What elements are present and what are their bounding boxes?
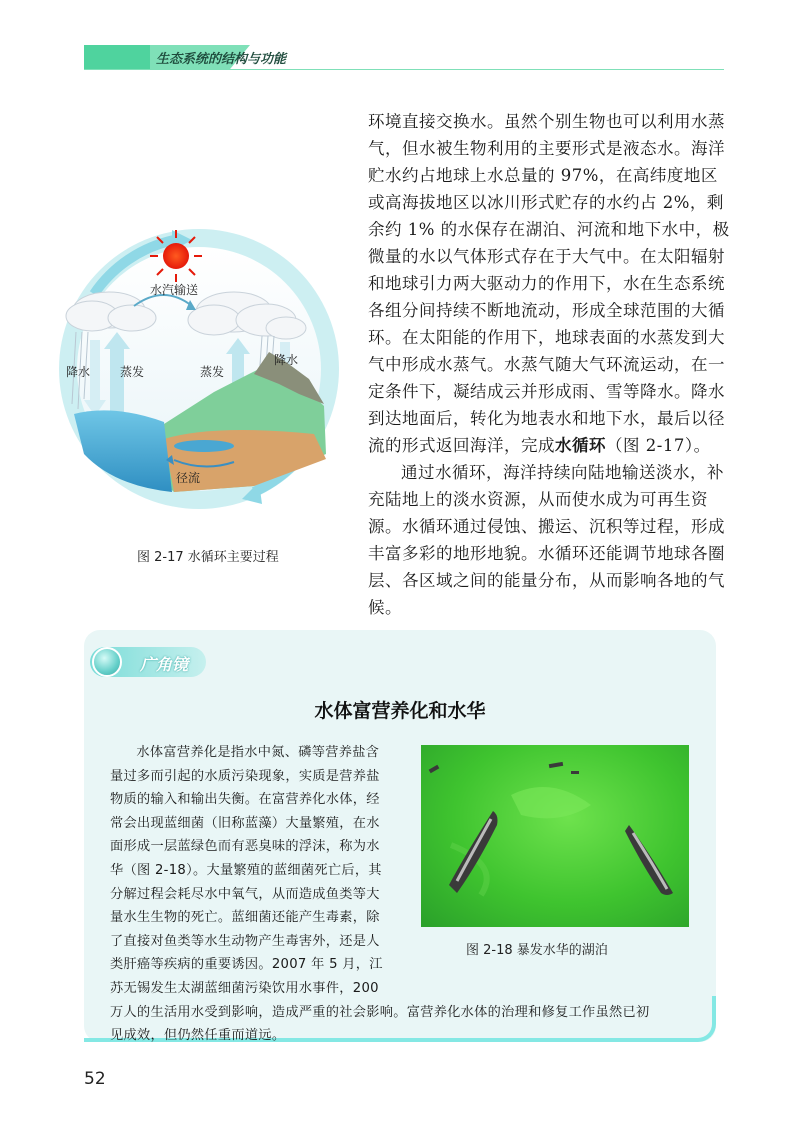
figure-caption: 图 2-17 水循环主要过程 xyxy=(137,550,279,565)
header-divider xyxy=(84,69,724,70)
lake-icon xyxy=(174,440,234,452)
boat-left-icon xyxy=(449,811,498,893)
lens-icon xyxy=(92,647,122,677)
label-vapor-transport: 水汽输送 xyxy=(150,283,199,297)
text-line: 面形成一层蓝绿色而有恶臭味的浮沫，称为水 xyxy=(110,839,380,855)
label-evaporation-right: 蒸发 xyxy=(200,365,225,379)
text-line: 分解过程会耗尽水中氧气，从而造成鱼类等大 xyxy=(110,886,380,902)
header-ribbon-accent xyxy=(84,45,150,69)
text-line: 量过多而引起的水质污染现象，实质是营养盐 xyxy=(110,768,380,784)
key-term: 水循环 xyxy=(555,436,606,455)
label-precipitation-right: 降水 xyxy=(274,353,299,367)
text-line: 水体富营养化是指水中氮、磷等营养盐含 xyxy=(136,745,380,760)
photo-caption: 图 2-18 暴发水华的湖泊 xyxy=(466,943,608,958)
label-evaporation-left: 蒸发 xyxy=(120,365,145,379)
text-line: 常会出现蓝细菌（旧称蓝藻）大量繁殖，在水 xyxy=(110,815,380,831)
lake-photo-illustration xyxy=(421,745,689,927)
sea-area xyxy=(74,410,172,492)
label-runoff: 径流 xyxy=(176,471,201,485)
text-line: 苏无锡发生太湖蓝细菌污染饮用水事件，200 xyxy=(110,980,379,996)
text-line: 华（图 2-18）。大量繁殖的蓝细菌死亡后，其 xyxy=(110,862,382,878)
paragraph: 通过水循环，海洋持续向陆地输送淡水，补充陆地上的淡水资源，从而使水成为可再生资源。水循环通过侵蚀、搬运、沉积等过程，形成丰富多彩的地形地貌。水循环还能调节地球各圈层、各区域之间的能量分布，从而影响各地的气候。 xyxy=(368,463,725,617)
algal-bloom-photo xyxy=(421,745,689,927)
paragraph-text: 环境直接交换水。虽然个别生物也可以利用水蒸气，但水被生物利用的主要形式是液态水。海洋贮水约占地球上水总量的 97%，在高纬度地区或高海拔地区以冰川形式贮存的水约占 2%，剩余约 1% 的水保存在湖泊、河流和地下水中，极微量的水以气体形式存在于大气中。在太阳辐射和地球引力两大驱动力的作用下，水在生态系统各组分间持续不断地流动，形成全球范围的大循环。在太阳能的作用下，地球表面的水蒸发到大气中形成水蒸气。水蒸气随大气环流运动，在一定条件下，凝结成云并形成雨、雪等降水。降水到达地面后，转化为地表水和地下水，最后以径流的形式返回海洋，完成 xyxy=(368,112,730,455)
text-line: 了直接对鱼类等水生动物产生毒害外，还是人 xyxy=(110,933,380,949)
distant-boats-icon xyxy=(429,762,579,774)
label-precipitation-left: 降水 xyxy=(66,365,91,379)
paragraph xyxy=(368,108,734,459)
water-cycle-diagram xyxy=(54,224,344,514)
bloom-swirl xyxy=(511,787,591,818)
sun-icon xyxy=(150,230,202,282)
boat-right-icon xyxy=(625,825,673,895)
main-text xyxy=(368,108,734,621)
text-line: 万人的生活用水受到影响，造成严重的社会影响。富营养化水体的治理和修复工作虽然已初 xyxy=(110,1004,650,1020)
text-line: 量水生生物的死亡。蓝细菌还能产生毒素，除 xyxy=(110,910,380,926)
section-title: 生态系统的结构与功能 xyxy=(156,52,287,67)
text-line: 类肝癌等疾病的重要诱因。2007 年 5 月，江 xyxy=(110,957,383,973)
paragraph-text: （图 2-17）。 xyxy=(606,436,711,455)
text-line: 见成效，但仍然任重而道远。 xyxy=(110,1028,286,1044)
water-cycle-figure xyxy=(54,224,344,514)
page-number: 52 xyxy=(84,1069,106,1089)
sidebar-title: 水体富营养化和水华 xyxy=(314,700,486,722)
text-line: 物质的输入和输出失衡。在富营养化水体，经 xyxy=(110,792,380,808)
sidebar-tab-label: 广角镜 xyxy=(140,655,189,674)
